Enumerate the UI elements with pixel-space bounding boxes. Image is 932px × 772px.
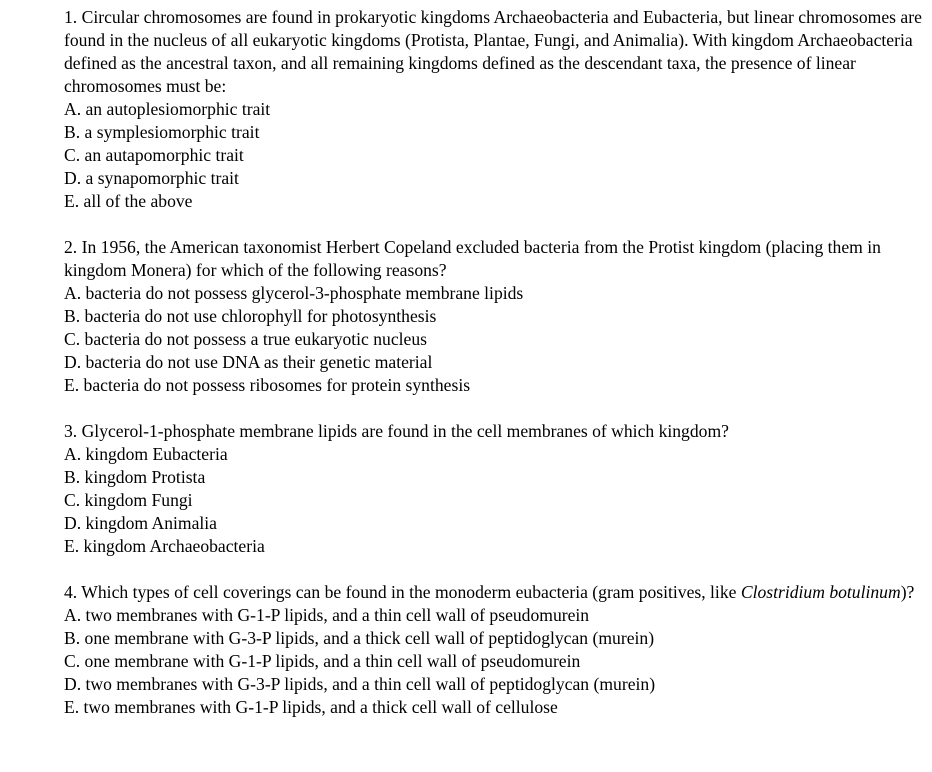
option-b: B. kingdom Protista	[64, 467, 206, 487]
option-d: D. two membranes with G-3-P lipids, and a thin cell wall of peptidoglycan (murein)	[64, 674, 656, 694]
document-page	[64, 6, 924, 742]
stem-text: 4. Which types of cell coverings can be found in the monoderm eubacteria (gram positives, like	[64, 582, 737, 602]
question-4	[64, 581, 924, 719]
option-c: C. an autapomorphic trait	[64, 145, 244, 165]
option-e: E. all of the above	[64, 191, 193, 211]
option-c: C. one membrane with G-1-P lipids, and a thin cell wall of pseudomurein	[64, 651, 581, 671]
option-a: A. two membranes with G-1-P lipids, and a thin cell wall of pseudomurein	[64, 605, 590, 625]
option-e: E. bacteria do not possess ribosomes for protein synthesis	[64, 375, 471, 395]
species-name: Clostridium botulinum	[740, 582, 901, 602]
option-a: A. kingdom Eubacteria	[64, 444, 228, 464]
question-1	[64, 6, 924, 213]
question-stem	[64, 581, 924, 604]
option-a: A. an autoplesiomorphic trait	[64, 99, 271, 119]
question-stem: 2. In 1956, the American taxonomist Herbert Copeland excluded bacteria from the Protist kingdom (placing them in kingdom Monera) for which of the following reasons?	[64, 237, 881, 280]
stem-text-end: )?	[900, 582, 915, 602]
option-b: B. one membrane with G-3-P lipids, and a thick cell wall of peptidoglycan (murein)	[64, 628, 655, 648]
option-d: D. bacteria do not use DNA as their genetic material	[64, 352, 433, 372]
question-stem: 3. Glycerol-1-phosphate membrane lipids are found in the cell membranes of which kingdom?	[64, 421, 729, 441]
question-2	[64, 236, 924, 397]
answer-options	[64, 282, 924, 397]
option-b: B. a symplesiomorphic trait	[64, 122, 260, 142]
option-a: A. bacteria do not possess glycerol-3-phosphate membrane lipids	[64, 283, 524, 303]
option-c: C. kingdom Fungi	[64, 490, 193, 510]
answer-options	[64, 98, 924, 213]
option-d: D. a synapomorphic trait	[64, 168, 239, 188]
option-c: C. bacteria do not possess a true eukaryotic nucleus	[64, 329, 428, 349]
answer-options	[64, 604, 924, 719]
option-e: E. two membranes with G-1-P lipids, and a thick cell wall of cellulose	[64, 697, 558, 717]
option-d: D. kingdom Animalia	[64, 513, 217, 533]
option-b: B. bacteria do not use chlorophyll for photosynthesis	[64, 306, 437, 326]
answer-options	[64, 443, 924, 558]
option-e: E. kingdom Archaeobacteria	[64, 536, 265, 556]
question-stem: 1. Circular chromosomes are found in prokaryotic kingdoms Archaeobacteria and Eubacteria, but linear chromosomes are found in the nucleus of all eukaryotic kingdoms (Protista, Plantae, Fungi, and Animalia). With kingdom Archaeobacteria defined as the ancestral taxon, and all remaining kingdoms defined as the descendant taxa, the presence of linear chromosomes must be:	[64, 7, 922, 96]
question-3	[64, 420, 924, 558]
